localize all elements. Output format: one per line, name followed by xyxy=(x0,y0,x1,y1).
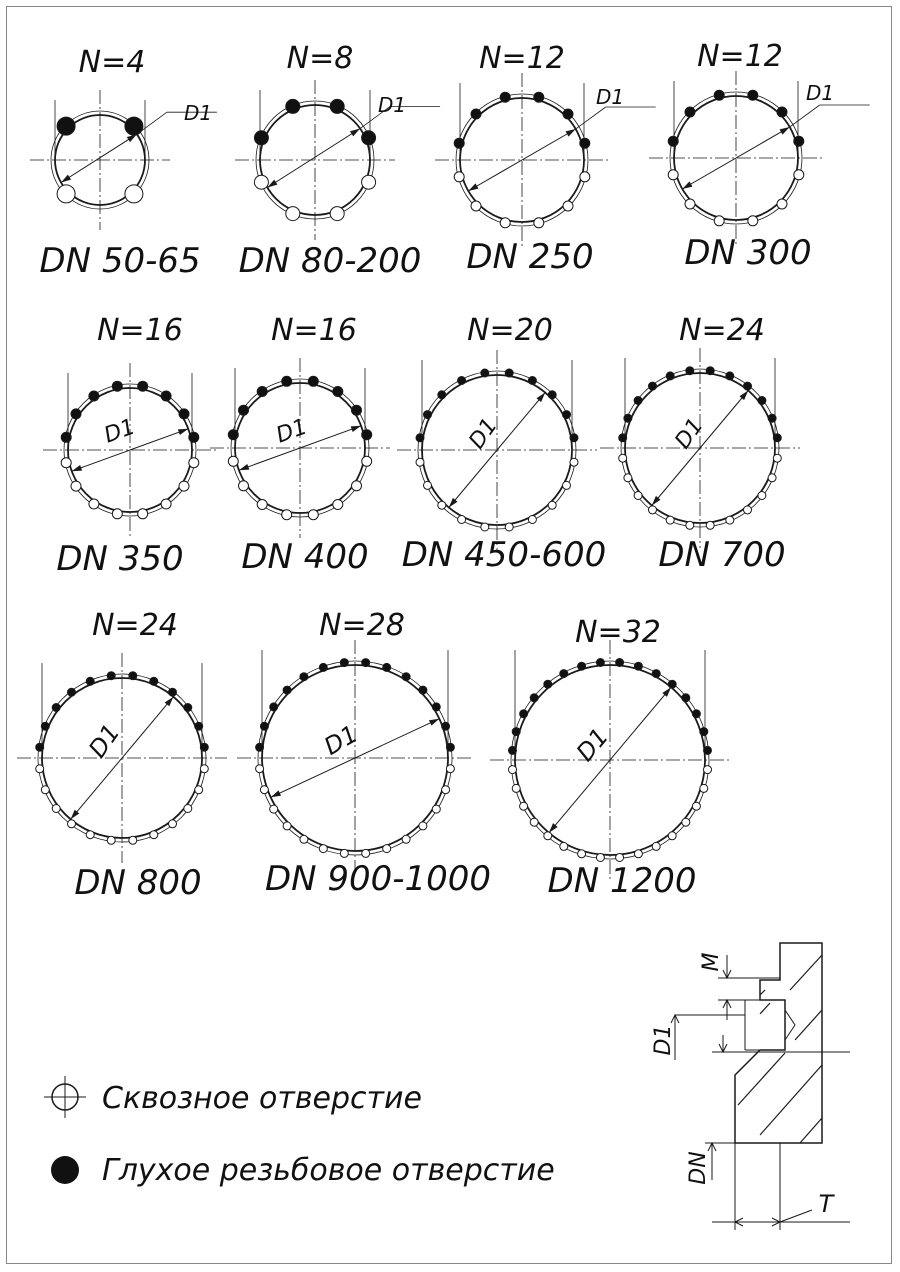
blind-hole xyxy=(706,367,714,375)
blind-hole xyxy=(195,722,203,730)
through-hole xyxy=(563,201,573,211)
flange-dn-label: DN 900-1000 xyxy=(264,859,492,899)
through-hole xyxy=(61,458,71,468)
through-hole xyxy=(520,802,528,810)
blind-hole xyxy=(362,430,372,440)
through-hole xyxy=(505,523,513,531)
through-hole xyxy=(71,481,81,491)
through-hole xyxy=(544,832,552,840)
through-hole xyxy=(286,207,300,221)
blind-hole xyxy=(634,662,642,670)
blind-hole xyxy=(283,686,291,694)
through-hole xyxy=(125,185,143,203)
blind-hole xyxy=(692,710,700,718)
blind-hole xyxy=(68,688,76,696)
through-hole xyxy=(239,481,249,491)
through-hole xyxy=(150,831,158,839)
flange-dn-label: DN 400 xyxy=(241,537,369,577)
flange-d1-label: D1 xyxy=(101,414,139,449)
through-hole xyxy=(129,836,137,844)
blind-hole xyxy=(432,703,440,711)
through-hole xyxy=(481,523,489,531)
through-hole xyxy=(692,802,700,810)
section-label-t: T xyxy=(818,1190,834,1218)
d1-arrowhead xyxy=(566,129,576,137)
through-hole xyxy=(700,784,708,792)
flange-n28 xyxy=(237,608,491,899)
flange-n32 xyxy=(490,615,730,901)
through-hole xyxy=(68,820,76,828)
flange-n4 xyxy=(30,45,217,281)
through-hole xyxy=(563,481,571,489)
through-hole xyxy=(402,835,410,843)
through-hole xyxy=(528,516,536,524)
flange-n20 xyxy=(397,313,606,575)
blind-hole xyxy=(446,743,454,751)
blind-hole xyxy=(777,107,787,117)
through-hole xyxy=(686,521,694,529)
blind-hole xyxy=(624,414,632,422)
blind-threaded-hole-icon xyxy=(51,1156,79,1184)
blind-hole xyxy=(471,109,481,119)
blind-hole xyxy=(416,434,424,442)
blind-hole xyxy=(714,90,724,100)
d1-arrowhead xyxy=(682,181,692,189)
through-hole xyxy=(619,454,627,462)
through-hole xyxy=(758,492,766,500)
through-hole xyxy=(200,765,208,773)
blind-hole xyxy=(560,670,568,678)
blind-hole xyxy=(700,728,708,736)
blind-hole xyxy=(596,659,604,667)
flange-d1-label: D1 xyxy=(464,413,503,454)
blind-hole xyxy=(668,680,676,688)
blind-hole xyxy=(41,722,49,730)
through-hole xyxy=(580,172,590,182)
d1-arrowhead xyxy=(429,719,439,726)
blind-hole xyxy=(200,743,208,751)
blind-hole xyxy=(649,382,657,390)
through-hole xyxy=(161,499,171,509)
through-hole xyxy=(260,786,268,794)
flange-dn-label: DN 1200 xyxy=(547,861,697,901)
blind-hole xyxy=(260,722,268,730)
blind-hole xyxy=(333,387,343,397)
blind-hole xyxy=(563,109,573,119)
through-hole xyxy=(512,784,520,792)
blind-hole xyxy=(500,92,510,102)
flange-d1-label: D1 xyxy=(570,722,615,767)
d1-dimension-line xyxy=(267,129,360,188)
d1-dimension-line xyxy=(61,134,137,182)
blind-hole xyxy=(512,728,520,736)
through-hole xyxy=(36,765,44,773)
blind-hole xyxy=(794,136,804,146)
through-hole xyxy=(454,172,464,182)
through-hole xyxy=(570,458,578,466)
through-hole xyxy=(308,510,318,520)
d1-arrowhead xyxy=(351,426,361,432)
flange-n12-dn250 xyxy=(435,41,656,277)
d1-arrowhead xyxy=(468,183,478,191)
blind-hole xyxy=(458,377,466,385)
flange-d1-label: D1 xyxy=(805,81,835,105)
blind-hole xyxy=(454,138,464,148)
blind-hole xyxy=(686,367,694,375)
blind-hole xyxy=(668,136,678,146)
flange-n16-dn400 xyxy=(210,313,390,577)
blind-hole xyxy=(682,694,690,702)
flange-d1-label: D1 xyxy=(670,413,709,454)
through-hole xyxy=(138,509,148,519)
section-label-m: M xyxy=(699,952,724,972)
through-hole xyxy=(634,492,642,500)
d1-leader xyxy=(576,107,606,129)
blind-hole xyxy=(442,722,450,730)
blind-hole xyxy=(362,659,370,667)
blind-hole xyxy=(773,434,781,442)
flange-dn-label: DN 250 xyxy=(466,237,594,277)
through-hole xyxy=(773,454,781,462)
legend-blind-hole-label: Глухое резьбовое отверстие xyxy=(102,1153,555,1188)
blind-hole xyxy=(138,381,148,391)
flange-n-label: N=16 xyxy=(97,313,183,348)
through-hole xyxy=(706,521,714,529)
through-hole xyxy=(228,456,238,466)
through-hole xyxy=(777,199,787,209)
through-hole xyxy=(794,170,804,180)
blind-hole xyxy=(530,694,538,702)
blind-hole xyxy=(548,391,556,399)
through-hole xyxy=(704,766,712,774)
flange-n-label: N=16 xyxy=(271,313,357,348)
blind-hole xyxy=(563,411,571,419)
blind-hole xyxy=(438,391,446,399)
blind-hole xyxy=(362,131,376,145)
blind-hole xyxy=(86,677,94,685)
blind-hole xyxy=(286,99,300,113)
through-hole xyxy=(509,766,517,774)
through-hole xyxy=(86,831,94,839)
flange-n-label: N=24 xyxy=(92,608,178,643)
blind-hole xyxy=(150,677,158,685)
blind-hole xyxy=(383,663,391,671)
flange-n-label: N=12 xyxy=(697,39,783,74)
through-hole xyxy=(424,481,432,489)
blind-hole xyxy=(652,670,660,678)
through-hole xyxy=(282,510,292,520)
through-hole xyxy=(530,818,538,826)
blind-hole xyxy=(330,99,344,113)
blind-hole xyxy=(619,434,627,442)
flange-n8 xyxy=(235,41,440,281)
blind-hole xyxy=(509,746,517,754)
through-hole xyxy=(649,506,657,514)
through-hole xyxy=(333,500,343,510)
blind-hole xyxy=(528,377,536,385)
d1-arrowhead xyxy=(72,465,82,471)
through-hole xyxy=(666,516,674,524)
through-hole xyxy=(52,805,60,813)
blind-hole xyxy=(282,376,292,386)
section-label-d1: D1 xyxy=(651,1024,676,1056)
through-hole xyxy=(330,207,344,221)
blind-hole xyxy=(161,391,171,401)
blind-hole xyxy=(744,382,752,390)
blind-hole xyxy=(107,672,115,680)
section-label-dn: DN xyxy=(686,1151,711,1185)
through-hole xyxy=(748,216,758,226)
through-hole xyxy=(283,822,291,830)
through-hole xyxy=(534,218,544,228)
through-hole xyxy=(300,835,308,843)
blind-hole xyxy=(748,90,758,100)
through-hole xyxy=(652,842,660,850)
legend xyxy=(44,1076,555,1188)
flange-dn-label: DN 700 xyxy=(658,535,786,575)
d1-arrowhead xyxy=(61,175,71,183)
blind-hole xyxy=(758,397,766,405)
blind-hole xyxy=(300,673,308,681)
through-hole xyxy=(89,499,99,509)
through-hole xyxy=(107,836,115,844)
blind-hole xyxy=(112,381,122,391)
blind-hole xyxy=(340,659,348,667)
through-hole xyxy=(257,500,267,510)
flange-n12-dn300 xyxy=(649,39,870,273)
blind-hole xyxy=(308,376,318,386)
blind-hole xyxy=(89,391,99,401)
through-hole xyxy=(668,832,676,840)
flange-dn-label: DN 800 xyxy=(74,863,202,903)
through-hole xyxy=(362,849,370,857)
blind-hole xyxy=(189,432,199,442)
through-hole xyxy=(184,805,192,813)
flange-n-label: N=28 xyxy=(319,608,405,643)
blind-hole xyxy=(254,131,268,145)
d1-arrowhead xyxy=(780,127,790,135)
blind-hole xyxy=(580,138,590,148)
d1-arrowhead xyxy=(350,128,360,136)
flange-n-label: N=20 xyxy=(467,313,553,348)
flange-n16-dn350 xyxy=(43,313,217,579)
blind-hole xyxy=(424,411,432,419)
through-hole xyxy=(352,481,362,491)
blind-hole xyxy=(616,659,624,667)
blind-hole xyxy=(129,672,137,680)
d1-arrowhead xyxy=(267,180,277,188)
flange-n-label: N=8 xyxy=(286,41,354,76)
through-hole xyxy=(340,849,348,857)
flange-n-label: N=4 xyxy=(78,45,146,80)
flange-n24-dn700 xyxy=(600,313,800,575)
through-hole xyxy=(471,201,481,211)
through-hole xyxy=(319,845,327,853)
through-hole xyxy=(57,185,75,203)
blind-hole xyxy=(71,409,81,419)
flange-dn-label: DN 300 xyxy=(684,233,812,273)
through-hole xyxy=(41,786,49,794)
through-hole xyxy=(442,786,450,794)
through-hole xyxy=(744,506,752,514)
blind-hole xyxy=(544,680,552,688)
d1-arrowhead xyxy=(178,429,188,435)
flange-dn-label: DN 350 xyxy=(56,539,184,579)
through-hole xyxy=(270,805,278,813)
through-hole xyxy=(768,474,776,482)
flange-dn-label: DN 50-65 xyxy=(39,241,201,281)
through-hole xyxy=(685,199,695,209)
blind-hole xyxy=(36,743,44,751)
through-hole xyxy=(560,842,568,850)
flange-d1-label: D1 xyxy=(83,718,126,763)
blind-hole xyxy=(319,663,327,671)
flange-d1-label: D1 xyxy=(183,101,213,125)
blind-hole xyxy=(578,662,586,670)
through-hole xyxy=(548,501,556,509)
flange-n-label: N=32 xyxy=(575,615,661,650)
through-hole xyxy=(169,820,177,828)
flange-d1-label: D1 xyxy=(595,85,625,109)
blind-hole xyxy=(61,432,71,442)
through-hole xyxy=(682,818,690,826)
blind-hole xyxy=(57,117,75,135)
d1-arrowhead xyxy=(271,790,281,797)
blind-hole xyxy=(520,710,528,718)
through-hole xyxy=(179,481,189,491)
flange-dn-label: DN 80-200 xyxy=(238,241,422,281)
blind-hole xyxy=(125,117,143,135)
through-hole xyxy=(726,516,734,524)
through-hole xyxy=(634,850,642,858)
through-hole xyxy=(112,509,122,519)
blind-hole xyxy=(169,688,177,696)
blind-hole xyxy=(505,369,513,377)
through-hole xyxy=(624,474,632,482)
through-hole xyxy=(438,501,446,509)
d1-arrowhead xyxy=(127,134,137,142)
through-hole xyxy=(254,175,268,189)
flange-section-view xyxy=(671,943,850,1230)
flange-dn-label: DN 450-600 xyxy=(401,535,607,575)
through-hole xyxy=(256,765,264,773)
blind-hole xyxy=(768,414,776,422)
blind-hole xyxy=(228,430,238,440)
flange-d1-label: D1 xyxy=(273,414,311,449)
flange-d1-label: D1 xyxy=(319,719,363,761)
blind-hole xyxy=(726,372,734,380)
hatching xyxy=(738,955,822,1143)
blind-hole xyxy=(534,92,544,102)
blind-hole xyxy=(704,746,712,754)
through-hole xyxy=(500,218,510,228)
blind-hole xyxy=(634,397,642,405)
through-hole xyxy=(195,786,203,794)
d1-arrowhead xyxy=(239,464,249,470)
through-hole xyxy=(189,458,199,468)
d1-leader xyxy=(790,105,820,127)
through-hole xyxy=(578,850,586,858)
blind-hole xyxy=(419,686,427,694)
blind-hole xyxy=(685,107,695,117)
flange-n24-dn800 xyxy=(17,608,227,903)
blind-hole xyxy=(257,387,267,397)
blind-hole xyxy=(270,703,278,711)
blind-hole xyxy=(666,372,674,380)
through-hole xyxy=(446,765,454,773)
blind-hole xyxy=(184,704,192,712)
through-hole xyxy=(668,170,678,180)
blind-hole xyxy=(352,405,362,415)
blind-hole xyxy=(179,409,189,419)
blind-hole xyxy=(570,434,578,442)
blind-hole xyxy=(52,704,60,712)
blind-hole xyxy=(402,673,410,681)
flange-d1-label: D1 xyxy=(377,93,407,117)
through-hole xyxy=(416,458,424,466)
through-hole xyxy=(458,516,466,524)
through-hole xyxy=(419,822,427,830)
through-hole xyxy=(362,175,376,189)
blind-hole xyxy=(239,405,249,415)
flange-n-label: N=12 xyxy=(479,41,565,76)
blind-hole xyxy=(481,369,489,377)
blind-hole xyxy=(256,743,264,751)
flange-n-label: N=24 xyxy=(679,313,765,348)
through-hole xyxy=(383,845,391,853)
legend-through-hole-label: Сквозное отверстие xyxy=(102,1081,422,1116)
through-hole xyxy=(714,216,724,226)
through-hole xyxy=(362,456,372,466)
through-hole xyxy=(432,805,440,813)
through-hole-icon xyxy=(44,1076,86,1118)
